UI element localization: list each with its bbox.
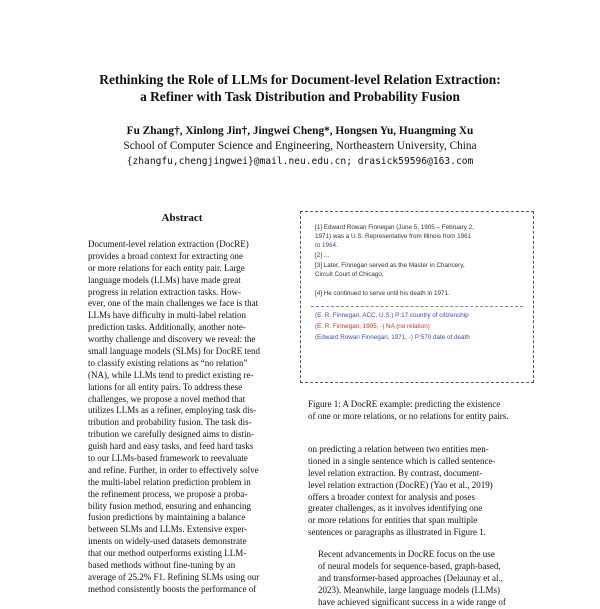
emails: {zhangfu,chengjingwei}@mail.neu.edu.cn; drasick59596@163.com — [126, 156, 474, 167]
text-line: or more relations for entities that span multiple — [308, 515, 478, 526]
text-line: between SLMs and LLMs. Extensive exper- — [88, 524, 248, 535]
text-line: or more relations for each entity pair. Large — [88, 262, 245, 273]
abstract-body — [88, 239, 276, 596]
text-line: based methods without fine-tuning by an — [88, 560, 236, 571]
figure-text-line: [3] Later, Finnegan served as the Master in Chancery, — [315, 262, 465, 269]
text-line: tribution we carefully designed aims to distin- — [88, 429, 254, 440]
abstract-heading: Abstract — [161, 212, 203, 224]
figure-text-line: [4] He continued to serve until his death in 1971. — [315, 290, 450, 297]
figure-relation-line: (Edward Rowan Finnegan, 1971, -) P:570 date of death — [315, 334, 470, 341]
text-line: Document-level relation extraction (DocRE) — [88, 239, 249, 249]
text-line: to classify existing relations as “no relation” — [88, 357, 248, 368]
figure-text-line: 1971) was a U.S. Representative from Illinois from 1961 — [315, 233, 472, 240]
figure-text-line: to 1964. — [315, 242, 338, 249]
text-line: average of 25.2% F1. Refining SLMs using our — [88, 571, 260, 582]
text-line: on predicting a relation between two entities men- — [308, 444, 489, 454]
text-line: greater challenges, as it involves identifying one — [308, 503, 483, 514]
text-line: small language models (SLMs) for DocRE tend — [88, 346, 260, 357]
figure-1 — [300, 211, 534, 383]
text-line: and transformer-based approaches (Delaunay et al., — [318, 572, 503, 583]
title-line: Rethinking the Role of LLMs for Document-level Relation Extraction: — [99, 72, 501, 87]
text-line: 2023). Meanwhile, large language models (LLMs) — [318, 584, 501, 595]
figure-caption — [308, 399, 538, 423]
title-line: a Refiner with Task Distribution and Probability Fusion — [140, 89, 460, 104]
text-line: ever, one of the main challenges we face is that — [88, 298, 259, 309]
text-line: Recent advancements in DocRE focus on the use — [318, 549, 495, 560]
text-line: worthy challenge and discovery we reveal: the — [88, 334, 256, 345]
text-line: LLMs have difficulty in multi-label relation — [88, 310, 247, 321]
text-line: provides a broad context for extracting one — [88, 250, 243, 261]
text-line: to our LLMs-based framework to reevaluate — [88, 453, 248, 464]
text-line: (NA), while LLMs tend to predict existing re- — [88, 369, 254, 380]
text-line: prediction tasks. Additionally, another note- — [88, 322, 246, 333]
figure-text-line: [1] Edward Rowan Finnegan (June 5, 1905 – February 2, — [315, 224, 474, 231]
text-line: method consistently boosts the performance of — [88, 583, 257, 594]
text-line: and refine. Further, in order to effectively solve — [88, 464, 259, 475]
text-line: tribution and probability fusion. The task dis- — [88, 417, 252, 428]
text-line: sentences or paragraphs as illustrated in Figure 1. — [308, 527, 486, 538]
text-line: language models (LLMs) have made great — [88, 274, 241, 285]
text-line: level relation extraction. By contrast, document- — [308, 467, 483, 478]
text-line: the refinement process, we propose a proba- — [88, 488, 248, 499]
paragraph-1 — [308, 444, 538, 539]
text-line: fusion predictions by maintaining a balance — [88, 512, 246, 523]
text-line: progress in relation extraction tasks. How- — [88, 286, 241, 297]
text-line: lations for all entity pairs. To address these — [88, 381, 243, 392]
body-text — [308, 444, 538, 609]
figure-text-line: Circuit Court of Chicago. — [315, 271, 384, 278]
text-line: that our method outperforms existing LLM- — [88, 548, 247, 559]
text-line: of neural models for sequence-based, graph-based, — [318, 561, 501, 572]
text-line: challenges, we propose a novel method that — [88, 393, 246, 404]
text-line: guish hard and easy tasks, and feed hard tasks — [88, 441, 254, 452]
text-line: tioned in a single sentence which is called sentence- — [308, 455, 496, 466]
affiliation: School of Computer Science and Engineering, Northeastern University, China — [123, 140, 477, 152]
authors: Fu Zhang†, Xinlong Jin†, Jingwei Cheng*, Hongsen Yu, Huangming Xu — [126, 125, 474, 137]
text-line: iments on widely-used datasets demonstrate — [88, 536, 247, 547]
caption-line: Figure 1: A DocRE example: predicting the existence — [308, 399, 501, 409]
text-line: utilizes LLMs as a refiner, employing task dis- — [88, 405, 257, 416]
text-line: level relation extraction (DocRE) (Yao et al., 2019) — [308, 479, 493, 490]
caption-line: of one or more relations, or no relations for entity pairs. — [308, 410, 509, 421]
figure-text-line: [2] ... — [315, 252, 329, 259]
paper-title — [40, 71, 560, 105]
figure-relation-line: (E. R. Finnegan, ACC, U.S.) P:17 country of citizenship — [315, 312, 469, 319]
text-line: bility fusion method, ensuring and enhancing — [88, 500, 251, 511]
figure-relation-line: (E. R. Finnegan, 1905, -) NA (no relation) — [315, 323, 430, 330]
text-line: the multi-label relation prediction problem in — [88, 476, 251, 487]
text-line: have achieved significant success in a wide range of — [318, 596, 506, 607]
figure-divider — [311, 306, 523, 307]
text-line: offers a broader context for analysis and poses — [308, 491, 476, 502]
